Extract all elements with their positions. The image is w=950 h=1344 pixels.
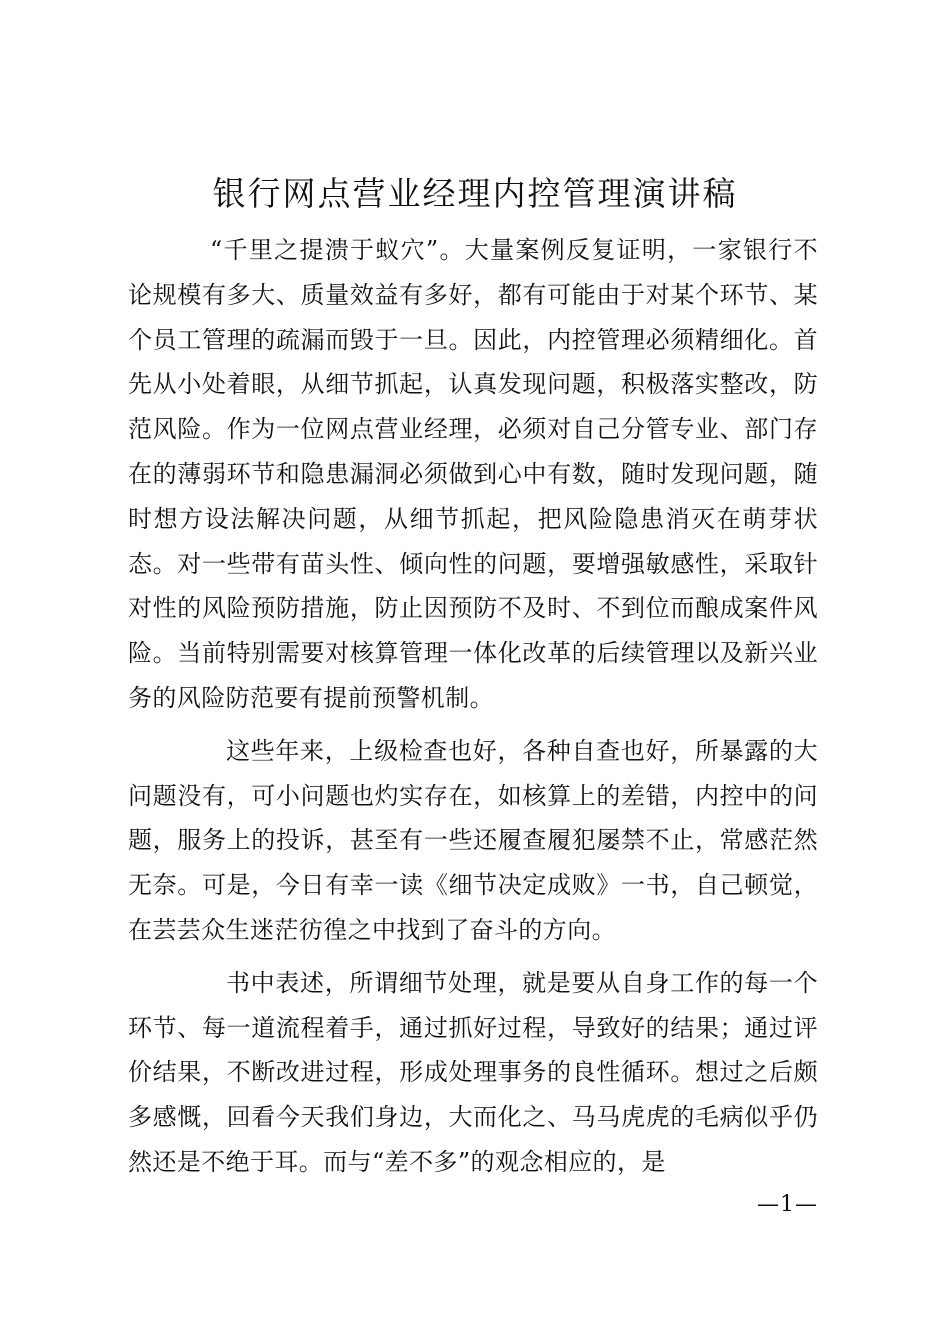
document-title: 银行网点营业经理内控管理演讲稿 — [212, 174, 738, 213]
paragraph-3: 书中表述，所谓细节处理，就是要从自身工作的每一个环节、每一道流程着手，通过抓好过程，导致好的结果；通过评价结果，不断改进过程，形成处理事务的良性循环。想过之后颇多感慨，回看今天我们身边，大而化之、马马虎虎的毛病似乎仍然还是不绝于耳。而与“差不多”的观念相应的，是 — [128, 968, 818, 1176]
paragraph-2: 这些年来，上级检查也好，各种自查也好，所暴露的大问题没有，可小问题也灼实存在，如核算上的差错，内控中的问题，服务上的投诉，甚至有一些还履查履犯屡禁不止，常感茫然无奈。可是，今日有幸一读《细节决定成败》一书，自己顿觉，在芸芸众生迷茫彷徨之中找到了奋斗的方向。 — [128, 736, 818, 944]
page-number: —1— — [757, 1192, 818, 1217]
paragraph-1: “千里之提溃于蚁穴”。大量案例反复证明，一家银行不论规模有多大、质量效益有多好，都有可能由于对某个环节、某个员工管理的疏漏而毁于一旦。因此，内控管理必须精细化。首先从小处着眼，从细节抓起，认真发现问题，积极落实整改，防范风险。作为一位网点营业经理，必须对自己分管专业、部门存在的薄弱环节和隐患漏洞必须做到心中有数，随时发现问题，随时想方设法解决问题，从细节抓起，把风险隐患消灭在萌芽状态。对一些带有苗头性、倾向性的问题，要增强敏感性，采取针对性的风险预防措施，防止因预防不及时、不到位而酿成案件风险。当前特别需要对核算管理一体化改革的后续管理以及新兴业务的风险防范要有提前预警机制。 — [128, 236, 818, 712]
document-body — [128, 228, 818, 1193]
